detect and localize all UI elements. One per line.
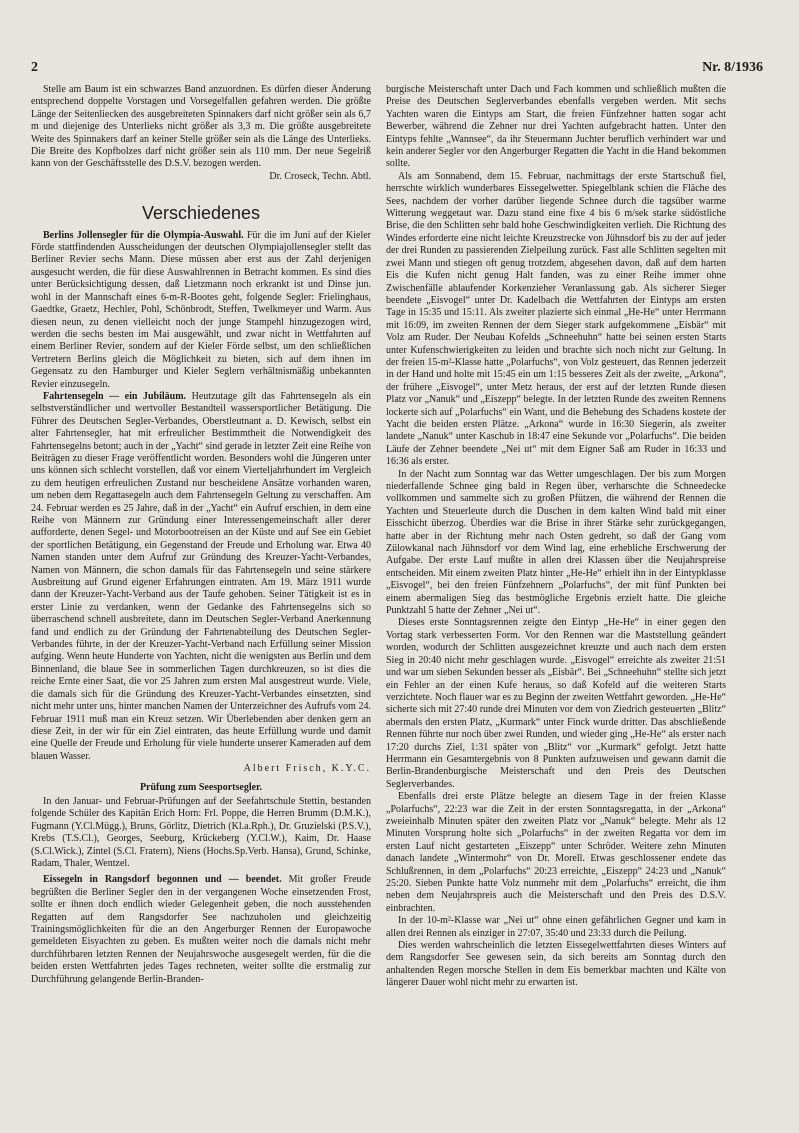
article-eissegeln-body: Mit großer Freude begrüßten die Berliner Segler den in der vergangenen Woche einsetzenden Frost, sollte er ihnen doch endlich wieder Gelegenheit geben, die noch ausstehenden Regatten auf dem Rangsdorfer See nachzuholen und gleichzeitig Trainingsmöglichkeiten für die an den Angerburger Rennen der Europawoche gemeldeten Eisyachten zu geben. Es mußten weiter noch die damals nicht mehr durchführbaren letzten Rennen der Neujahrswoche ausgesegelt werden, für die die beiden ersten Wettfahrten jedes Tages rechneten, weiter sollte die erstmalig zur Durchführung gelangende Berlin-Branden-: [31, 874, 371, 985]
article-jubilaeum-heading: Fahrtensegeln — ein Jubiläum.: [43, 390, 187, 402]
intro-signature: Dr. Croseck, Techn. Abtl.: [269, 170, 371, 182]
article-pruefung-heading: Prüfung zum Seesportsegler.: [139, 781, 263, 793]
article-jubilaeum-body: Heutzutage gilt das Fahrtensegeln als ein selbstverständlicher und wertvoller Bestandteil wassersportlicher Betätigung. Die Führer des Deutschen Segler-Verbandes, Oberstleutnant a. D. Kewisch, selbst ein alter Fahrtensegler, hat mit erfreulicher Bestimmtheit die Notwendigkeit des Fahrtensegelns betont; auch in der „Yacht“ sind gerade in letzter Zeit eine Reihe von Beiträgen zu dieser Frage veröffentlicht worden. Besonders wohl die Jüngeren unter uns können sich schlecht vorstellen, daß vor einem Vierteljahrhundert im Vergleich zu dem heutigen erfreulichen Zustand nur bescheidene Ansätze vorhanden waren, um neben dem Regattasegeln auch dem Fahrtensegeln Geltung zu verschaffen. Am 24. Februar werden es 25 Jahre, daß in der „Yacht“ ein Aufruf erschien, in dem eine Reihe von Männern zur Gründung einer Interessengemeinschaft aller derer aufforderte, denen Segel- und Motorbootreisen an der Küste und auf See ein Gebiet der sportlichen Betätigung, ein Gegenstand der Freude und Erholung war. Etwa 40 Namen standen unter dem Aufruf zur Gründung des Kreuzer-Yacht-Verbandes, Namen von Männern, die schon damals für das Fahrtensegeln und seine stärkere Ausbreitung auf Grund eigener Erfahrungen eintraten. Am 19. März 1911 wurde dann der Kreuzer-Yacht-Verband aus der Taufe gehoben. Seiner Tätigkeit ist es in erster Linie zu verdanken, wenn der Gedanke des Fahrtensegelns sich so überraschend schnell ausbreitete, dann im Deutschen Segler-Verband Anerkennung fand und endlich zu der Gründung der Fahrtenabteilung des Deutschen Segler-Verbandes führte, in der der Kreuzer-Yacht-Verband nach Erfüllung seiner Mission aufging. Wenn heute Hunderte von Yachten, nicht die wenigsten aus Berlin und dem Binnenland, die blaue See in sommerlichen Tagen durchkreuzen, so ist dies die reiche Ernte einer Saat, die vor 25 Jahren zum ersten Mal ausgestreut wurde. Viele, die damals sich für die Gründung des Kreuzer-Yacht-Verbandes einsetzten, sind nicht mehr unter uns, hinter manchen Namen der Unterzeichner des Aufrufs vom 24. Februar 1911 muß man ein Kreuz setzen. Wir Überlebenden aber denken gern an diese Zeit, in der wir für ein Ziel eintraten, das heute Erfüllung wurde und damit eine Quelle der Freude und Erholung für viele hunderte unserer Kameraden auf dem blauen Wasser.: [31, 390, 371, 762]
article-olympia: [31, 230, 371, 391]
article-eissegeln: [31, 874, 371, 986]
issue-number: Nr. 8/1936: [702, 60, 763, 75]
article-jubilaeum: [31, 391, 371, 763]
intro-paragraph: Stelle am Baum ist ein schwarzes Band anzuordnen. Es dürfen dieser Änderung entsprechend doppelte Vorstagen und Vorsegelfallen gefahren werden. Die größte Länge der Seitenliecken des ausgebreiteten Spinnakers darf nicht größer sein als 6,7 m und diejenige des Unterlieks nicht größer als 3,3 m. Die größte ausgebreitete Weite des Spinnakers darf an keiner Stelle größer sein als die Länge des Unterlieks. Die Breite des Kopfbolzes darf nicht größer sein als 110 mm. Der neue Segelriß kann von der Geschäftsstelle des D.S.V. bezogen werden.: [31, 84, 371, 170]
paragraph-r1: burgische Meisterschaft unter Dach und Fach kommen und schließlich mußten die Preise des Deutschen Seglerverbandes ebenfalls vergeben werden. Mit sechs Yachten waren die Eintyps am Start, die freien Fünfzehner hatten sogar acht Bewerber, während die Zehner nur drei Yachten aufgebracht hatten. Unter den Eintyps fehlte „Wannsee“, da ihr Steuermann Juchter beruflich verhindert war und kein anderer Segler vor den Angerburger Regatten die Yacht in die Hand bekommen sollte.: [386, 84, 726, 170]
paragraph-r3: In der Nacht zum Sonntag war das Wetter umgeschlagen. Der bis zum Morgen niederfallende Schnee ging bald in Regen über, verharschte die Schneedecke vollkommen und sammelte sich zu großen Pfützen, die während der Rennen die Yachten und Steuerleute durch die Duschen in dem kalten Wind bald mit einer Eisschicht überzog. Überdies war die Brise in ihrer Stärke sehr zurückgegangen, hatte aber in der Richtung mehr nach Osten gedreht, so daß der Gang vom Zülowkanal nach Jühnsdorf vor dem Wind lag, eine erhebliche Erschwerung der Aufgabe. Der erste Lauf mußte in allen drei Klassen über die Neujahrspreise entscheiden. Mit einem zweiten Platz hinter „He-He“ erhielt ihn in der Eintypklasse „Eisvogel“, bei den freien Fünfzehnern „Polarfuchs“, der mit fünf Punkten bei einem abermaligen Sieg das bestmögliche Ergebnis erzielt hatte. Die gleiche Punktzahl 5 hatte der Zehner „Nei ut“.: [386, 468, 726, 617]
left-column: [31, 84, 371, 1094]
article-olympia-heading: Berlins Jollensegler für die Olympia-Auswahl.: [43, 229, 244, 241]
page-number: 2: [31, 60, 38, 75]
paragraph-r5: Ebenfalls drei erste Plätze belegte an diesem Tage in der freien Klasse „Polarfuchs“, 22:23 war die Zeit in der ersten Sonntagsregatta, in der „Arkona“ zweieinhalb Minuten später den zweiten Platz vor „Nanuk“ belegte. Mehr als 12 Minuten Vorsprung holte sich „Polarfuchs“ in der zweiten Regatta vor dem im ersten Lauf nicht gestarteten „Eiszepp“ unter Schröder. Weitere zehn Minuten danach landete „Wintermohr“ von Dr. Morell. Etwas geschlossener endete das Schlußrennen, in dem „Polarfuchs“ 20:23 erreichte, „Eiszepp“ 24:23 und „Nanuk“ 25:20. Sieben Punkte hatte Volz nunmehr mit dem „Polarfuchs“ erreicht, die ihm neben dem Neujahrspreis auch die Meisterschaft und den Preis des D.S.V. einbrachten.: [386, 791, 726, 914]
jubilaeum-signature: Albert Frisch, K.Y.C.: [243, 763, 371, 775]
section-title: Verschiedenes: [141, 203, 261, 224]
article-pruefung-body: In den Januar- und Februar-Prüfungen auf der Seefahrtschule Stettin, bestanden folgende Schüler des Kapitän Erich Horn: Frl. Poppe, die Herren Brumm (D.M.K.), Fugmann (Y.Cl.Mügg.), Bruns, Görlitz, Dietrich (Kl.a.Rph.), Dr. Gruzielski (P.S.V.), Krebs (T.S.Cl.), Georges, Seeburg, Krückeberg (Y.Cl.W.), Kaim, Dr. Haase (S.Cl.Wick.), Zintel (S.Cl. Fratern), Niens (Hochs.Sp.Verb. Hansa), Grund, Schinke, Radam, Thaler, Wentzel.: [31, 795, 371, 869]
paragraph-r7: Dies werden wahrscheinlich die letzten Eissegelwettfahrten dieses Winters auf dem Rangsdorfer See gewesen sein, da sich bereits am Sonntag durch den anhaltenden Regen morsche Stellen in dem Eis bemerkbar machten und Kälte von längerer Dauer wohl nicht mehr zu erwarten ist.: [386, 940, 726, 989]
article-eissegeln-heading: Eissegeln in Rangsdorf begonnen und — beendet.: [43, 874, 282, 886]
article-olympia-body: Für die im Juni auf der Kieler Förde stattfindenden Ausscheidungen der deutschen Olympiajollensegler stellt das Berliner Revier sechs Mann. Diese müssen aber erst aus der Zahl derjenigen ausgesucht werden, die für diese Auswahlrennen in Betracht kommen. Es sind dies unter Berücksichtigung dessen, daß Lietzmann noch erkrankt ist und Dinse jun. wohl in der Mannschaft eines 6-m-R-Bootes geht, folgende Segler: Frielinghaus, Gaedtke, Graetz, Hechler, Pohl, Schönbrodt, Steffen, Twelkmeyer und Warm. Aus diesen neun, zu denen vielleicht noch der junge Stampehl hinzugezogen wird, werden die sechs besten im Mai ausgewählt, und zwar nicht in Wettfahrten auf einem Berliner Revier, sondern auf der Kieler Förde selbst, um den schließlichen Vertretern Berlins gleich die Möglichkeit zu bieten, sich auf dem ihnen im Gegensatz zu den Hamburger und Kieler Seglern verhältnismäßig unbekannten Revier einzusegeln.: [31, 229, 371, 390]
paragraph-r4: Dieses erste Sonntagsrennen zeigte den Eintyp „He-He“ in einer gegen den Vortag stark verbesserten Form. Vor den Rennen war die Maststellung geändert worden, wodurch der Schlitten ausgezeichnet kreuzte und auch nach dem ersten Sieg in 20:40 nicht mehr geschlagen wurde. „Eisvogel“ erreichte als zweiter 21:51 und war um sieben Sekunden besser als „Eisbär“. Bei „Schneehuhn“ stellte sich jetzt ein Fehler an der einen Kufe heraus, so daß Kofeld auf die weiteren Starts verzichtete. Noch flauer war es zu Beginn der zweiten Wettfahrt geworden. „He-He“ sicherte sich mit 27:40 runde drei Minuten vor dem von Ziedrich gesteuerten „Blitz“ abermals den ersten Platz, „Kurmark“ unter Finck wurde dritter. Das abschließende Rennen führte nur noch über zwei Runden, und wieder ging „He-He“ als erster nach 17:20 durchs Ziel, 1:31 später von „Blitz“ vor „Kurmark“ gefolgt. Jetzt hatte Herrmann ein Gesamtergebnis von 8 Punkten aufzuweisen und gewann damit die Berlin-Brandenburgische Meisterschaft und den Preis des Deutschen Seglerverbandes.: [386, 617, 726, 790]
paragraph-r2: Als am Sonnabend, dem 15. Februar, nachmittags der erste Startschuß fiel, herrschte wirklich wunderbares Eissegelwetter. Spiegelblank schien die Fläche des Sees, nachdem der vorher darüber liegende Schnee durch die tagsüber warme Witterung weggetaut war. Dazu stand eine fixe 4 bis 6 m/sek starke südöstliche Brise, die den Schlitten sehr bald hohe Geschwindigkeiten verlieh. Die Richtung des Windes erforderte eine nicht leichte Kreuzstrecke von Jühnsdorf bis zu der auf jeder der drei Runden zu passierenden Zielpeilung zurück. Fast alle Schlitten segelten mit zwei Mann und stiegen oft genug trotzdem, abgesehen davon, daß auf dem harten Eis die Kufen nicht genug Halt fanden, was zu einer Reihe immer ohne Zwischenfälle ablaufender Korkenzieher Veranlassung gab. Als sicherer Sieger beendete „Eisvogel“ unter Dr. Kadelbach die Wettfahrten der Eintyps am ersten Tage in 15:35 und 15:11. Als zweiter plazierte sich einmal „He-He“ unter Herrmann mit 16:09, im zweiten Rennen der dem Sieger stark aufgekommene „Eisbär“ mit Volz am Ruder. Der Neubau Kofelds „Schneehuhn“ hatte bei seinen ersten Starts unter Kufenschwierigkeiten zu leiden und brachte sich noch nicht zur Geltung. In der freien 15-m²-Klasse hatte „Polarfuchs“, von Volz gesteuert, das Rennen jederzeit in der Hand und holte mit 15:45 ein um 1:15 besseres Zeit als der zweite, „Arkona“, der frühere „Eisvogel“, unter Metz heraus, der erst auf der letzten Runde diesen Platz vor „Nanuk“ und „Eiszepp“ belegte. In der letzten Runde des zweiten Rennens lockerte sich auf „Polarfuchs“ ein Want, und die Behebung des Schadens kostete der Yacht die beiden ersten Plätze. „Arkona“ wurde in 16:30 Siegerin, als zweiter landete „Nanuk“ unter Kaschub in 18:47 eine Sekunde vor „Polarfuchs“. Die beiden Läufe der Zehner beendete „Nei ut“ mit dem Eigner Saß am Ruder in 16:33 und 16:36 als erster.: [386, 170, 726, 468]
paragraph-r6: In der 10-m²-Klasse war „Nei ut“ ohne einen gefährlichen Gegner und kam in allen drei Rennen als einziger in 27:07, 35:40 und 23:33 durch die Peilung.: [386, 915, 726, 939]
right-column: [386, 84, 726, 1094]
